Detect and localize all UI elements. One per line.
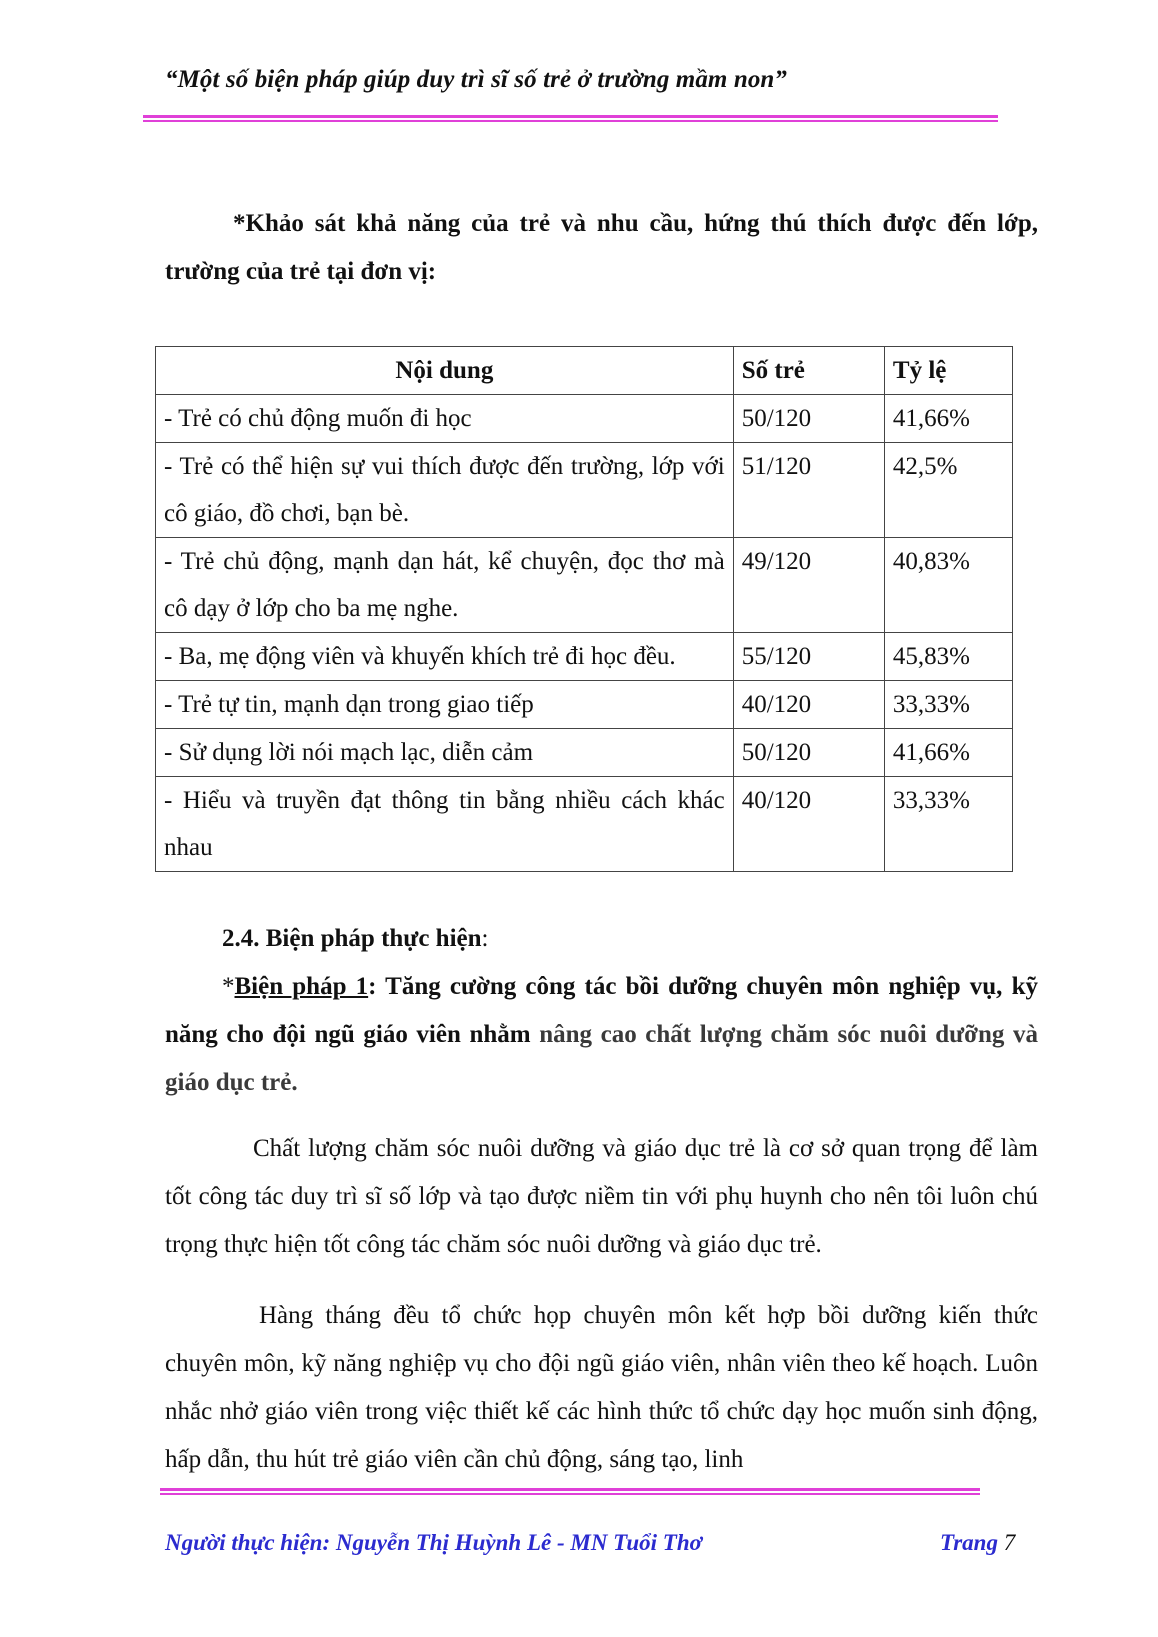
column-header-count: Số trẻ bbox=[733, 347, 884, 395]
row-rate: 33,33% bbox=[884, 777, 1012, 872]
row-content: - Trẻ tự tin, mạnh dạn trong giao tiếp bbox=[156, 681, 734, 729]
row-count: 55/120 bbox=[733, 633, 884, 681]
row-count: 40/120 bbox=[733, 777, 884, 872]
column-header-content: Nội dung bbox=[156, 347, 734, 395]
row-count: 40/120 bbox=[733, 681, 884, 729]
footer-page-number: 7 bbox=[1003, 1530, 1016, 1555]
row-rate: 42,5% bbox=[884, 443, 1012, 538]
column-header-rate: Tỷ lệ bbox=[884, 347, 1012, 395]
section-title-colon: : bbox=[481, 925, 489, 952]
footer-page bbox=[940, 1530, 1015, 1556]
row-content: - Hiểu và truyền đạt thông tin bằng nhiều cách khác nhau bbox=[156, 777, 734, 872]
row-count: 51/120 bbox=[733, 443, 884, 538]
row-content: - Trẻ có chủ động muốn đi học bbox=[156, 395, 734, 443]
measure-star: * bbox=[222, 973, 235, 1000]
survey-heading: *Khảo sát khả năng của trẻ và nhu cầu, hứng thú thích được đến lớp, trường của trẻ tại đơn vị: bbox=[165, 210, 1038, 285]
row-content: - Sử dụng lời nói mạch lạc, diễn cảm bbox=[156, 729, 734, 777]
measure-text: : Tăng cường công tác bồi dưỡng chuyên môn nghiệp vụ, kỹ năng cho đội ngũ giáo viên nhằm bbox=[165, 973, 1038, 1048]
measure-label: Biện pháp 1 bbox=[234, 973, 369, 1000]
table-row bbox=[156, 681, 1013, 729]
row-content: - Ba, mẹ động viên và khuyến khích trẻ đi học đều. bbox=[156, 633, 734, 681]
section-title bbox=[222, 915, 488, 963]
measure-text-grey: nâng cao chất lượng chăm sóc nuôi dưỡng và giáo dục trẻ. bbox=[165, 1021, 1038, 1096]
row-count: 50/120 bbox=[733, 395, 884, 443]
section-title-text: 2.4. Biện pháp thực hiện bbox=[222, 925, 482, 952]
table-header-row bbox=[156, 347, 1013, 395]
table-row bbox=[156, 443, 1013, 538]
row-rate: 33,33% bbox=[884, 681, 1012, 729]
paragraph-1: Chất lượng chăm sóc nuôi dưỡng và giáo dục trẻ là cơ sở quan trọng để làm tốt công tác duy trì sĩ số lớp và tạo được niềm tin với phụ huynh cho nên tôi luôn chú trọng thực hiện tốt công tác chăm sóc nuôi dưỡng và giáo dục trẻ. bbox=[165, 1135, 1038, 1258]
footer-rule-bottom bbox=[160, 1493, 980, 1495]
table-row bbox=[156, 395, 1013, 443]
footer-author: Người thực hiện: Nguyễn Thị Huỳnh Lê - MN Tuổi Thơ bbox=[165, 1530, 702, 1555]
header-rule-top bbox=[143, 115, 998, 118]
header-rule-bottom bbox=[143, 120, 998, 122]
row-content: - Trẻ chủ động, mạnh dạn hát, kể chuyện, đọc thơ mà cô dạy ở lớp cho ba mẹ nghe. bbox=[156, 538, 734, 633]
table-row bbox=[156, 729, 1013, 777]
row-content: - Trẻ có thể hiện sự vui thích được đến trường, lớp với cô giáo, đồ chơi, bạn bè. bbox=[156, 443, 734, 538]
measure-1 bbox=[165, 963, 1038, 1107]
footer-page-label: Trang bbox=[940, 1530, 998, 1555]
row-rate: 40,83% bbox=[884, 538, 1012, 633]
survey-table bbox=[155, 346, 1013, 872]
row-count: 49/120 bbox=[733, 538, 884, 633]
header-title: “Một số biện pháp giúp duy trì sĩ số trẻ ở trường mầm non” bbox=[165, 66, 788, 93]
row-rate: 45,83% bbox=[884, 633, 1012, 681]
table-row bbox=[156, 538, 1013, 633]
paragraph-2: Hàng tháng đều tổ chức họp chuyên môn kết hợp bồi dưỡng kiến thức chuyên môn, kỹ năng nghiệp vụ cho đội ngũ giáo viên, nhân viên theo kế hoạch. Luôn nhắc nhở giáo viên trong việc thiết kế các hình thức tổ chức dạy học muốn sinh động, hấp dẫn, thu hút trẻ giáo viên cần chủ động, sáng tạo, linh bbox=[165, 1302, 1038, 1473]
table-row bbox=[156, 777, 1013, 872]
table-row bbox=[156, 633, 1013, 681]
footer-rule-top bbox=[160, 1488, 980, 1491]
row-rate: 41,66% bbox=[884, 395, 1012, 443]
row-rate: 41,66% bbox=[884, 729, 1012, 777]
row-count: 50/120 bbox=[733, 729, 884, 777]
